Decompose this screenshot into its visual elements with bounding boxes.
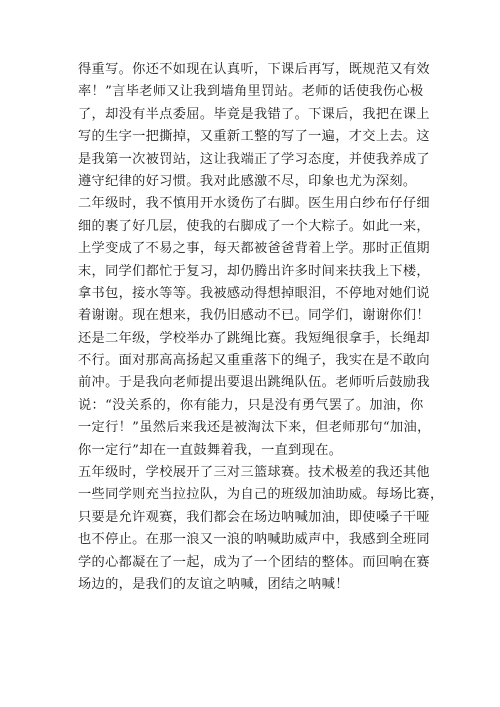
text-line: 一定行！”虽然后来我还是被淘汰下来，但老师那句“加油， bbox=[78, 420, 431, 436]
text-line: 上学变成了不易之事，每天都被爸爸背着上学。那时正值期 bbox=[78, 241, 430, 257]
text-line: 率！”言毕老师又让我到墙角里罚站。老师的话使我伤心极 bbox=[78, 84, 424, 100]
text-line: 拿书包，接水等等。我被感动得想掉眼泪，不停地对她们说 bbox=[78, 285, 430, 301]
text-line: 末，同学们都忙于复习，却仍腾出许多时间来扶我上下楼， bbox=[78, 263, 430, 279]
text-line: 还是二年级，学校举办了跳绳比赛。我短绳很拿手，长绳却 bbox=[78, 330, 430, 346]
text-line: 二年级时，我不慎用开水烫伤了右脚。医生用白纱布仔仔细 bbox=[78, 196, 430, 212]
text-line: 细的裹了好几层，使我的右脚成了一个大粽子。如此一来， bbox=[78, 218, 430, 234]
text-line: 写的生字一把撕掉，又重新工整的写了一遍，才交上去。这 bbox=[78, 129, 430, 145]
text-line: 一些同学则充当拉拉队，为自己的班级加油助威。每场比赛， bbox=[78, 487, 444, 503]
text-line: 遵守纪律的好习惯。我对此感激不尽，印象也尤为深刻。 bbox=[78, 173, 417, 189]
text-line: 前冲。于是我向老师提出要退出跳绳队伍。老师听后鼓励我 bbox=[78, 375, 430, 391]
text-line: 不行。面对那高高扬起又重重落下的绳子，我实在是不敢向 bbox=[78, 353, 430, 369]
text-line: 是我第一次被罚站，这让我端正了学习态度，并使我养成了 bbox=[78, 151, 430, 167]
text-line: 说：“没关系的，你有能力，只是没有勇气罢了。加油，你 bbox=[78, 397, 424, 413]
text-line: 五年级时，学校展开了三对三篮球赛。技术极差的我还其他 bbox=[78, 465, 430, 481]
text-line: 了，却没有半点委屈。毕竟是我错了。下课后，我把在课上 bbox=[78, 106, 430, 122]
text-line: 只要是允许观赛，我们都会在场边呐喊加油，即使嗓子干哑 bbox=[78, 509, 430, 525]
text-line: 着谢谢。现在想来，我仍旧感动不已。同学们，谢谢你们！ bbox=[78, 308, 430, 324]
text-line: 学的心都凝在了一起，成为了一个团结的整体。而回响在赛 bbox=[78, 554, 430, 570]
text-line: 得重写。你还不如现在认真听，下课后再写，既规范又有效 bbox=[78, 62, 430, 77]
text-line: 场边的，是我们的友谊之呐喊，团结之呐喊！ bbox=[78, 576, 349, 592]
text-line: 你一定行”却在一直鼓舞着我，一直到现在。 bbox=[78, 442, 343, 458]
text-line: 也不停止。在那一浪又一浪的呐喊助威声中，我感到全班同 bbox=[78, 532, 430, 548]
essay-text bbox=[78, 59, 444, 596]
